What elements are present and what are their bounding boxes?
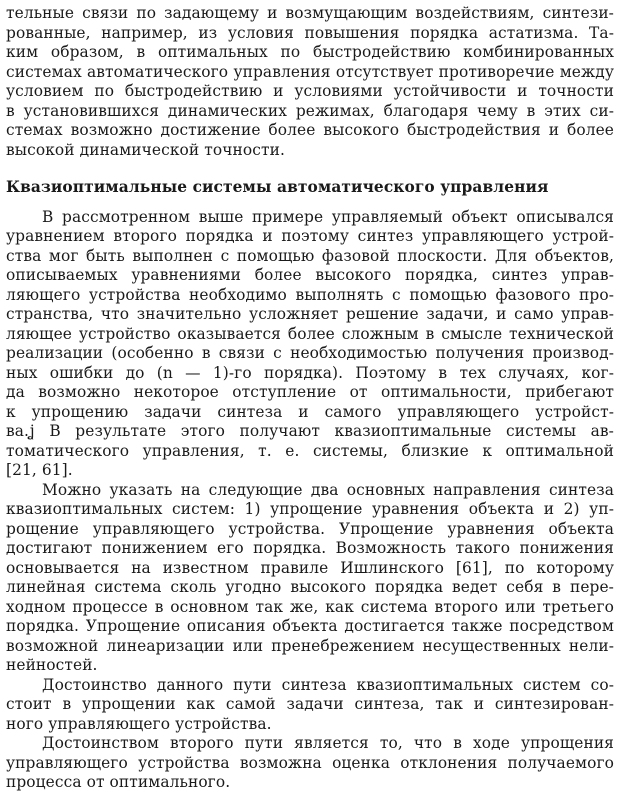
paragraph-5 bbox=[6, 734, 614, 793]
text-line: да возможно некоторое отступление от оптимальности, прибегают bbox=[6, 383, 614, 401]
text-line: достигают понижением его порядка. Возможность такого понижения bbox=[6, 539, 614, 557]
text-line: стоит в упрощении как самой задачи синтеза, так и синтезирован- bbox=[6, 695, 614, 713]
text-line: Достоинством второго пути является то, что в ходе упрощения bbox=[42, 734, 614, 752]
text-line: в установившихся динамических режимах, благодаря чему в этих си- bbox=[6, 101, 614, 120]
text-line: линейная система сколь угодно высокого порядка ведет себя в пере- bbox=[6, 578, 614, 596]
text-line: процесса от оптимального. bbox=[6, 773, 231, 791]
text-line: рощение управляющего устройства. Упрощение уравнения объекта bbox=[6, 519, 614, 538]
paragraph-2 bbox=[6, 208, 614, 481]
text-line: системах автоматического управления отсутствует противоречие между bbox=[6, 62, 614, 81]
text-line: управляющего устройства возможна оценка отклонения получаемого bbox=[6, 753, 614, 772]
text-line: тельные связи по задающему и возмущающим воздействиям, синтези- bbox=[6, 4, 614, 22]
text-line: ким образом, в оптимальных по быстродействию комбинированных bbox=[6, 43, 614, 61]
text-line: квазиоптимальных систем: 1) упрощение уравнения объекта и 2) уп- bbox=[6, 500, 614, 518]
text-line: Можно указать на следующие два основных направления синтеза bbox=[42, 480, 614, 499]
text-line: ляющее устройство оказывается более сложным в смысле технической bbox=[6, 324, 614, 343]
text-line: Достоинство данного пути синтеза квазиоптимальных систем со- bbox=[42, 675, 614, 694]
document-page bbox=[6, 4, 614, 793]
paragraph-3 bbox=[6, 481, 614, 676]
paragraph-4 bbox=[6, 676, 614, 735]
text-line: ства мог быть выполнен с помощью фазовой плоскости. Для объектов, bbox=[6, 246, 614, 265]
text-line: ляющего устройства необходимо выполнять с помощью фазового про- bbox=[6, 285, 614, 304]
text-line: высокой динамической точности. bbox=[6, 140, 285, 159]
text-line: рованные, например, из условия повышения порядка астатизма. Та- bbox=[6, 23, 614, 42]
paragraph-1 bbox=[6, 4, 614, 160]
text-line: к упрощению задачи синтеза и самого управляющего устройст- bbox=[6, 402, 614, 421]
text-line: возможной линеаризации или пренебрежением несущественных нели- bbox=[6, 636, 614, 655]
text-line: ного управляющего устройства. bbox=[6, 714, 272, 733]
text-line: томатического управления, т. е. системы, близкие к оптимальной bbox=[6, 441, 614, 460]
text-line: реализации (особенно в связи с необходимостью получения производ- bbox=[6, 344, 614, 362]
text-line: ходном процессе в основном так же, как система второго или третьего bbox=[6, 597, 614, 616]
text-line: порядка. Упрощение описания объекта достигается также посредством bbox=[6, 617, 614, 635]
text-line: ных ошибки до (n — 1)-го порядка). Поэтому в тех случаях, ког- bbox=[6, 363, 614, 382]
text-line: В рассмотренном выше примере управляемый объект описывался bbox=[42, 207, 614, 226]
text-line: [21, 61]. bbox=[6, 461, 73, 479]
text-line: стемах возможно достижение более высокого быстродействия и более bbox=[6, 121, 614, 139]
text-line: нейностей. bbox=[6, 656, 98, 674]
text-line: странства, что значительно усложняет решение задачи, и само управ- bbox=[6, 305, 614, 323]
text-line: описываемых уравнениями более высокого порядка, синтез управ- bbox=[6, 266, 614, 284]
text-line: уравнением второго порядка и поэтому синтез управляющего устрой- bbox=[6, 227, 614, 245]
section-heading: Квазиоптимальные системы автоматического управления bbox=[6, 178, 549, 196]
text-line: ва.ʝ В результате этого получают квазиоптимальные системы ав- bbox=[6, 422, 614, 440]
text-line: условием по быстродействию и условиями устойчивости и точности bbox=[6, 82, 614, 100]
text-line: основывается на известном правиле Ишлинского [61], по которому bbox=[6, 558, 614, 577]
